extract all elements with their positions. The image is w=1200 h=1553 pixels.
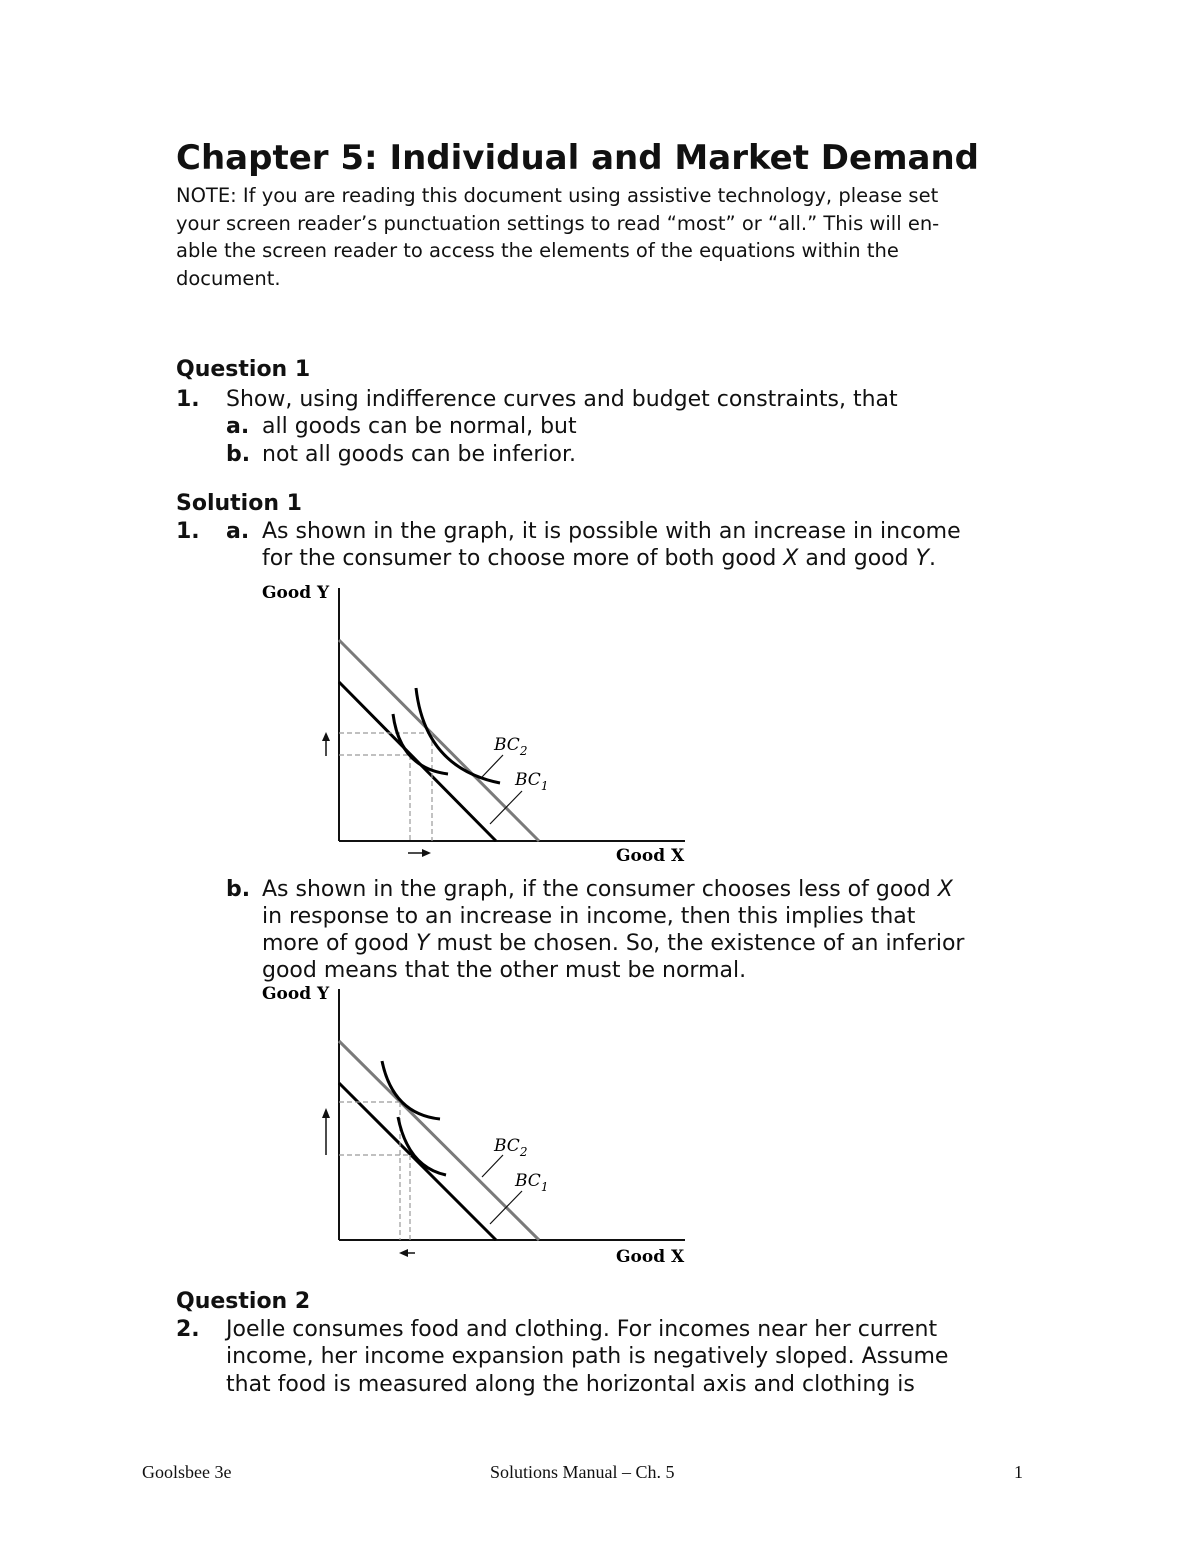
solution-1b-line4: good means that the other must be normal. bbox=[262, 958, 747, 983]
variable-x: X bbox=[937, 877, 953, 902]
x-axis-label: Good X bbox=[616, 1247, 685, 1267]
graph-inferior-good bbox=[250, 979, 700, 1269]
text-run: and good bbox=[798, 546, 916, 571]
variable-x: X bbox=[783, 546, 799, 571]
indifference-curve-2 bbox=[382, 1061, 440, 1119]
up-arrowhead-icon bbox=[322, 1108, 330, 1118]
solution-1-heading: Solution 1 bbox=[176, 491, 302, 516]
text-run: for the consumer to choose more of both good bbox=[262, 546, 784, 571]
question-2-line1 bbox=[176, 1316, 937, 1343]
y-axis-label: Good Y bbox=[262, 984, 330, 1004]
solution-1a-line1 bbox=[176, 518, 961, 545]
page-title: Chapter 5: Individual and Market Demand bbox=[176, 138, 980, 178]
item-label: a. bbox=[226, 519, 250, 544]
text-run: Joelle consumes food and clothing. For incomes near her current bbox=[226, 1317, 938, 1342]
note-line: document. bbox=[176, 266, 281, 290]
solution-1a-line2 bbox=[262, 545, 936, 572]
solution-1b-line1 bbox=[226, 876, 953, 903]
note-line: your screen reader’s punctuation settings to read “most” or “all.” This will en- bbox=[176, 211, 940, 235]
item-label: b. bbox=[226, 877, 251, 902]
text-run: more of good bbox=[262, 931, 417, 956]
bc1-label: $BC_1$ bbox=[515, 770, 549, 793]
graph-normal-goods bbox=[250, 578, 700, 868]
bc2-label: $BC_2$ bbox=[494, 1136, 528, 1159]
footer-center: Solutions Manual – Ch. 5 bbox=[490, 1462, 675, 1482]
note-line: able the screen reader to access the elements of the equations within the bbox=[176, 239, 899, 262]
x-axis-label: Good X bbox=[616, 846, 685, 866]
question-1a bbox=[226, 413, 577, 440]
text-run: As shown in the graph, if the consumer chooses less of good bbox=[262, 877, 938, 902]
question-1-text bbox=[176, 386, 898, 413]
item-label: b. bbox=[226, 442, 251, 467]
right-arrowhead-icon bbox=[422, 849, 431, 857]
item-text: not all goods can be inferior. bbox=[262, 442, 577, 467]
note-line: NOTE: If you are reading this document using assistive technology, please set bbox=[176, 184, 939, 207]
up-arrowhead-icon bbox=[322, 732, 330, 741]
variable-y: Y bbox=[915, 546, 930, 571]
item-text: all goods can be normal, but bbox=[262, 414, 577, 439]
variable-y: Y bbox=[416, 931, 430, 956]
question-text: Show, using indifference curves and budget constraints, that bbox=[226, 387, 898, 412]
question-2-line3: that food is measured along the horizontal axis and clothing is bbox=[226, 1372, 915, 1397]
accessibility-note bbox=[176, 182, 1036, 292]
question-number: 1. bbox=[176, 387, 200, 412]
text-run: . bbox=[929, 546, 937, 571]
solution-1b-line3 bbox=[262, 930, 964, 957]
leader-line bbox=[482, 1155, 503, 1177]
solution-1b-line2: in response to an increase in income, then this implies that bbox=[262, 904, 916, 929]
solution-number: 1. bbox=[176, 519, 200, 544]
question-2-line2: income, her income expansion path is negatively sloped. Assume bbox=[226, 1344, 949, 1369]
question-1b bbox=[226, 441, 576, 468]
question-2-heading: Question 2 bbox=[176, 1289, 311, 1314]
item-label: a. bbox=[226, 414, 250, 439]
text-run: must be chosen. So, the existence of an inferior bbox=[429, 931, 965, 956]
question-number: 2. bbox=[176, 1317, 200, 1342]
leader-line bbox=[482, 755, 503, 777]
bc2-label: $BC_2$ bbox=[494, 735, 528, 758]
y-axis-label: Good Y bbox=[262, 583, 330, 603]
left-arrowhead-icon bbox=[399, 1249, 408, 1257]
footer-page-number: 1 bbox=[1014, 1462, 1023, 1482]
bc1-label: $BC_1$ bbox=[515, 1171, 549, 1194]
question-1-heading: Question 1 bbox=[176, 357, 311, 382]
footer-left: Goolsbee 3e bbox=[142, 1462, 232, 1482]
item-text: As shown in the graph, it is possible with an increase in income bbox=[262, 519, 961, 544]
